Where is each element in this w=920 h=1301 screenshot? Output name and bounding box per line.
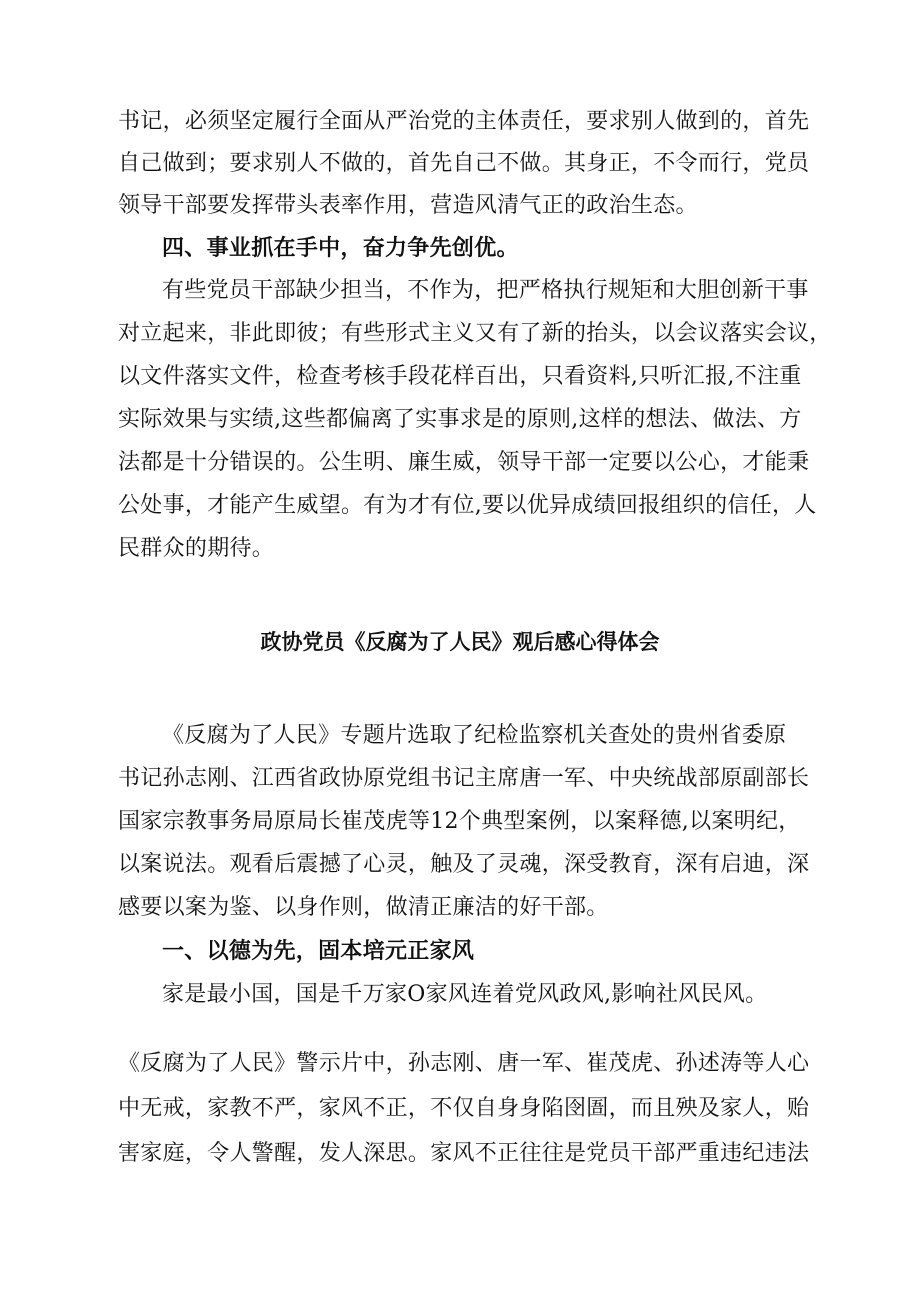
paragraph-line: 《反腐为了人民》专题片选取了纪检监察机关查处的贵州省委原 <box>162 723 787 748</box>
paragraph-line: 法都是十分错误的。公生明、廉生威，领导干部一定要以公心，才能秉 <box>118 450 810 475</box>
paragraph-line: 有些党员干部缺少担当，不作为，把严格执行规矩和大胆创新干事 <box>162 278 809 303</box>
paragraph-line: 中无戒，家教不严，家风不正，不仅自身身陷囹圄，而且殃及家人，贻 <box>118 1096 810 1121</box>
paragraph-line: 以案说法。观看后震撼了心灵，触及了灵魂，深受教育，深有启迪，深 <box>118 852 810 877</box>
paragraph-line: 对立起来，非此即彼；有些形式主义又有了新的抬头，以会议落实会议， <box>118 321 832 346</box>
paragraph-line: 感要以案为鉴、以身作则，做清正廉洁的好干部。 <box>118 895 609 920</box>
paragraph-line: 公处事，才能产生威望。有为才有位,要以优异成绩回报组织的信任，人 <box>118 493 817 518</box>
paragraph-line: 《反腐为了人民》警示片中，孙志刚、唐一军、崔茂虎、孙述涛等人心 <box>118 1051 810 1076</box>
section-heading-4: 四、事业抓在手中，奋力争先创优。 <box>162 235 519 261</box>
paragraph-line: 书记孙志刚、江西省政协原党组书记主席唐一军、中央统战部原副部长 <box>118 766 810 791</box>
paragraph-line: 自己做到；要求别人不做的，首先自己不做。其身正，不令而行，党员 <box>118 151 810 176</box>
paragraph-line: 国家宗教事务局原局长崔茂虎等12个典型案例，以案释德,以案明纪， <box>118 809 801 834</box>
paragraph-line: 家是最小国，国是千万家O家风连着党风政风,影响社风民风。 <box>162 982 768 1007</box>
paragraph-line: 书记，必须坚定履行全面从严治党的主体责任，要求别人做到的，首先 <box>118 109 810 134</box>
paragraph-line: 民群众的期待。 <box>118 536 275 561</box>
section-heading-1: 一、以德为先，固本培元正家风 <box>162 938 475 964</box>
paragraph-line: 以文件落实文件，检查考核手段花样百出，只看资料,只听汇报,不注重 <box>118 364 802 389</box>
paragraph-line: 害家庭，令人警醒，发人深思。家风不正往往是党员干部严重违纪违法 <box>118 1141 810 1166</box>
paragraph-line: 实际效果与实绩,这些都偏离了实事求是的原则,这样的想法、做法、方 <box>118 407 802 432</box>
article-title: 政协党员《反腐为了人民》观后感心得体会 <box>260 629 660 654</box>
paragraph-line: 领导干部要发挥带头表率作用，营造风清气正的政治生态。 <box>118 193 698 218</box>
